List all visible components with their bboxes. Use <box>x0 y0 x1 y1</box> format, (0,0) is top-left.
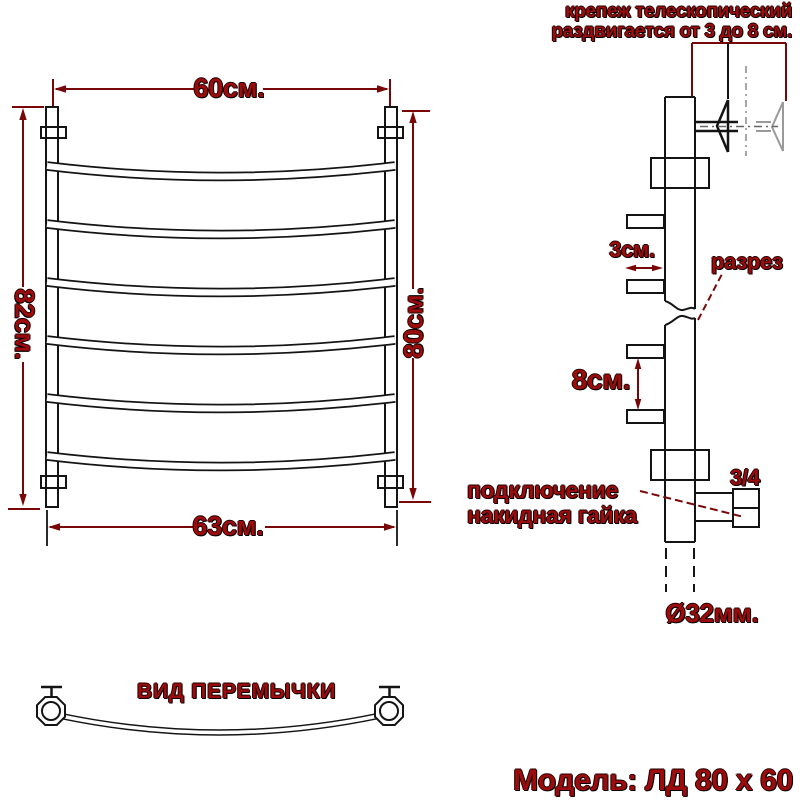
mount-note-line2: раздвигается от 3 до 8 см. <box>551 21 792 42</box>
connection-label-line1: подключение <box>467 477 619 503</box>
side-view-column <box>627 97 709 542</box>
cut-label: разрез <box>711 249 783 274</box>
telescopic-mount <box>692 43 786 156</box>
dimension-right-height: 80см. <box>398 287 429 359</box>
dimension-bottom-width: 63см. <box>192 511 264 541</box>
mount-note-line1: крепеж телескопический <box>564 1 792 22</box>
model-label: Модель: ЛД 80 х 60 <box>513 764 793 797</box>
crossbar-view-title: ВИД ПЕРЕМЫЧКИ <box>137 680 337 703</box>
dimension-tab-depth: 3см. <box>609 237 655 262</box>
thread-size-label: 3/4 <box>730 465 760 490</box>
front-view-bars <box>47 166 395 467</box>
dimension-tab-spacing: 8см. <box>571 364 631 395</box>
connection-label-line2: накидная гайка <box>467 502 638 528</box>
pipe-diameter-label: Ø32мм. <box>665 598 759 628</box>
dimension-left-height: 82см. <box>9 288 40 360</box>
diameter-extension-lines <box>666 548 694 592</box>
dimension-top-width: 60см. <box>193 73 265 103</box>
